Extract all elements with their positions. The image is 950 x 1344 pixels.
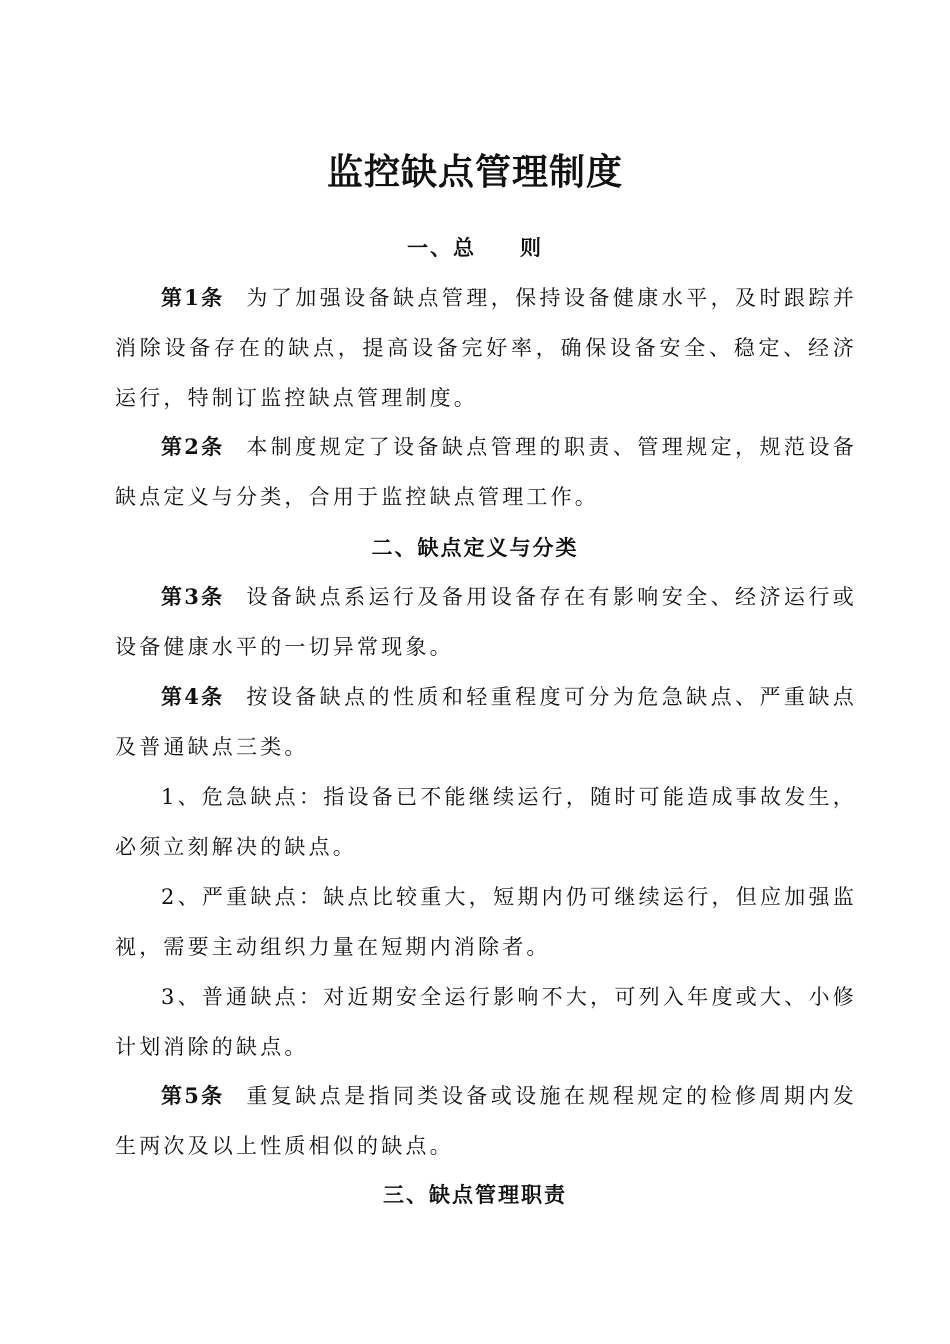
list-item-critical-defect: 1、危急缺点：指设备已不能继续运行，随时可能造成事故发生，必须立刻解决的缺点。 [115,785,857,859]
document-title: 监控缺点管理制度 [326,151,623,193]
article-2 [115,422,857,522]
section-heading-definition: 二、缺点定义与分类 [371,535,579,560]
article-4-label: 第4条 [161,684,225,709]
article-3-label: 第3条 [161,584,225,609]
list-item-general-defect: 3、普通缺点：对近期安全运行影响不大，可列入年度或大、小修计划消除的缺点。 [115,985,857,1059]
section-heading-general-part1: 一、总 [407,235,476,260]
article-3 [115,572,857,672]
article-1-text: 为了加强设备缺点管理，保持设备健康水平，及时跟踪并消除设备存在的缺点，提高设备完好率，确保设备安全、稳定、经济运行，特制订监控缺点管理制度。 [115,286,857,410]
article-1-label: 第1条 [161,285,225,310]
list-item-serious-defect: 2、严重缺点：缺点比较重大，短期内仍可继续运行，但应加强监视，需要主动组织力量在短期内消除者。 [115,885,857,959]
section-heading-responsibility: 三、缺点管理职责 [383,1182,567,1207]
article-3-text: 设备缺点系运行及备用设备存在有影响安全、经济运行或设备健康水平的一切异常现象。 [115,585,857,659]
article-4-text: 按设备缺点的性质和轻重程度可分为危急缺点、严重缺点及普通缺点三类。 [115,685,857,759]
article-2-text: 本制度规定了设备缺点管理的职责、管理规定，规范设备缺点定义与分类，合用于监控缺点管理工作。 [115,435,857,509]
article-5 [115,1071,857,1171]
section-heading-general-part2: 则 [520,235,543,260]
article-4 [115,672,857,772]
article-5-label: 第5条 [161,1083,225,1108]
section-heading-general [0,233,950,263]
article-2-label: 第2条 [161,434,225,459]
article-5-text: 重复缺点是指同类设备或设施在规程规定的检修周期内发生两次及以上性质相似的缺点。 [115,1084,857,1158]
article-1 [115,273,857,423]
